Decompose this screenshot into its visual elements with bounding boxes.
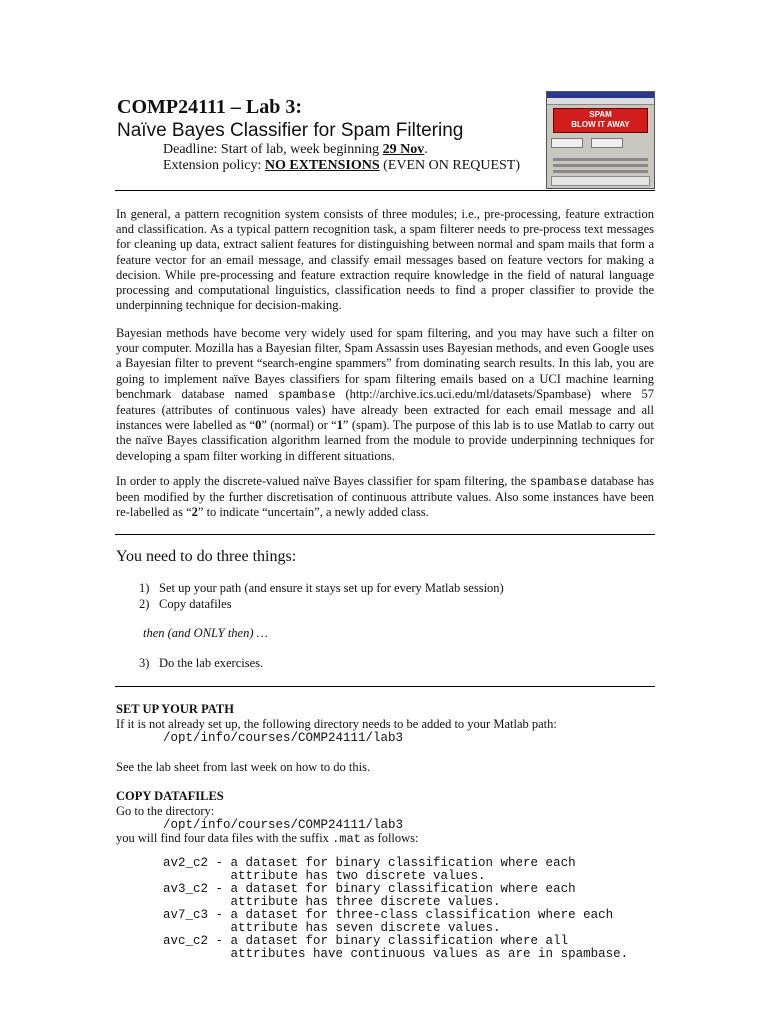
intro-paragraph-3: In order to apply the discrete-valued naïve Bayes classifier for spam filtering, the spambase database has been modified by the further discretisation of continuous attribute values. Also some instances have been re-labelled as “2” to indicate “uncertain”, a newly added class. [116,474,654,520]
list-item: av2_c2 - a dataset for binary classification where each [163,856,576,870]
list-item: 3) Do the lab exercises. [139,656,264,670]
thumb-option-line [553,158,648,161]
deadline-suffix: . [424,142,428,157]
tasks-list-continued [139,655,263,671]
setup-text: If it is not already set up, the following directory needs to be added to your Matlab path: [116,717,557,731]
extension-prefix: Extension policy: [163,158,265,173]
thumb-spam-banner [553,108,648,133]
divider [115,190,655,191]
thumb-buttons [547,136,654,155]
extension-value: NO EXTENSIONS [264,158,380,173]
thumb-option-line [553,170,648,173]
divider [115,686,655,687]
list-item: attributes have continuous values as are in spambase. [163,947,629,961]
lab-title: COMP24111 – Lab 3: [117,96,303,118]
copy-path: /opt/info/courses/COMP24111/lab3 [163,818,404,832]
spam-filter-screenshot-image [546,91,655,189]
divider [115,534,655,535]
list-item: attribute has two discrete values. [163,869,486,883]
tasks-lead: You need to do three things: [116,548,297,565]
deadline-prefix: Deadline: Start of lab, week beginning [163,142,383,157]
extension-line [163,158,520,174]
setup-heading: SET UP YOUR PATH [116,702,234,716]
data-files-list [163,857,628,961]
list-item: attribute has three discrete values. [163,895,501,909]
copy-goto: Go to the directory: [116,804,215,818]
thumb-banner-line2: BLOW IT AWAY [571,120,630,129]
thumb-option-line [553,164,648,167]
deadline-date: 29 Nov [382,142,425,157]
deadline-line [163,142,428,158]
list-item: avc_c2 - a dataset for binary classification where all [163,934,569,948]
copy-heading: COPY DATAFILES [116,789,224,803]
list-item: 2) Copy datafiles [139,597,232,611]
setup-path: /opt/info/courses/COMP24111/lab3 [163,731,404,745]
list-item: av7_c3 - a dataset for three-class classification where each [163,908,614,922]
lab-subtitle: Naïve Bayes Classifier for Spam Filtering [117,120,464,141]
tasks-list [139,580,504,612]
setup-see: See the lab sheet from last week on how to do this. [116,760,371,774]
list-item: av3_c2 - a dataset for binary classification where each [163,882,576,896]
copy-find: you will find four data files with the suffix .mat as follows: [116,831,419,846]
thumb-footer-buttons [551,176,650,186]
thumb-banner-line1: SPAM [589,110,612,119]
tasks-note: then (and ONLY then) … [143,626,268,640]
extension-suffix: (EVEN ON REQUEST) [379,158,521,173]
list-item: attribute has seven discrete values. [163,921,501,935]
thumb-tabs [547,98,654,105]
intro-paragraph-1: In general, a pattern recognition system consists of three modules; i.e., pre-processing, feature extraction and classification. As a typical pattern recognition task, a spam filterer needs to pre-process text messages for cleaning up data, extract salient features for distinguishing between normal and spam mails that form a feature vector for an email message, and classify email messages based on feature vectors for making a decision. While pre-processing and feature extraction require knowledge in the field of natural language processing and computational linguistics, classification needs to find a proper classifier to provide the underpinning technique for decision-making. [116,207,654,313]
intro-paragraph-2: Bayesian methods have become very widely used for spam filtering, and you may have such a filter on your computer. Mozilla has a Bayesian filter, Spam Assassin uses Bayesian methods, and even Google uses a Bayesian filter to prevent “search-engine spammers” from dominating search results. In this lab, you are going to implement naïve Bayes classifiers for spam filtering emails based on a UCI machine learning benchmark database named spambase (http://archive.ics.uci.edu/ml/datasets/Spambase) where 57 features (attributes of continuous vales) have already been extracted for each email message and all instances were labelled as “0” (normal) or “1” (spam). The purpose of this lab is to use Matlab to carry out the naïve Bayes classification algorithm learned from the module to provide underpinning techniques for developing a spam filter working in different situations. [116,326,654,463]
list-item: 1) Set up your path (and ensure it stays set up for every Matlab session) [139,581,504,595]
